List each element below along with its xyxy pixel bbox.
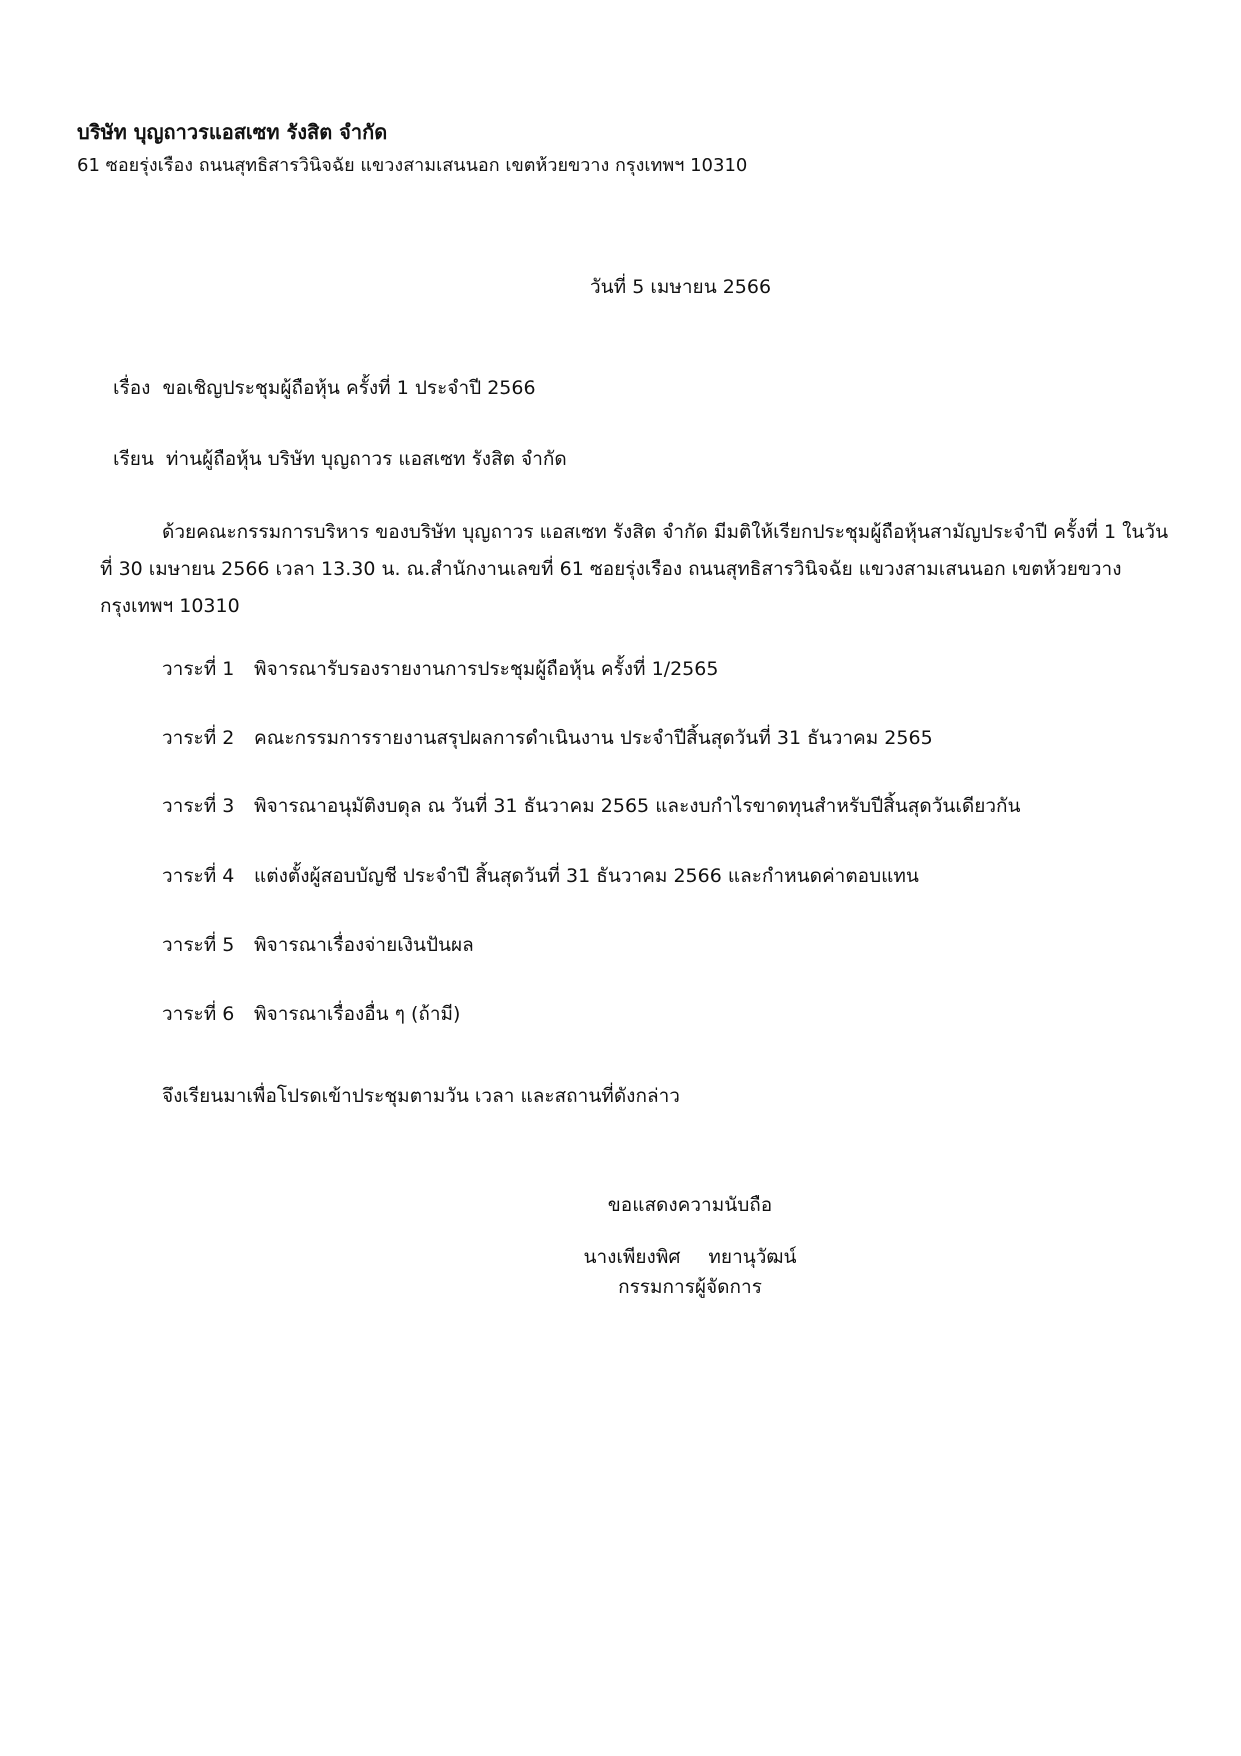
agenda-text: แต่งตั้งผู้สอบบัญชี ประจำปี สิ้นสุดวันที่ 31 ธันวาคม 2566 และกำหนดค่าตอบแทน bbox=[254, 865, 919, 887]
invitation-paragraph: ด้วยคณะกรรมการบริหาร ของบริษัท บุญถาวร แอสเซท รังสิต จำกัด มีมติให้เรียกประชุมผู้ถือหุ้นสามัญประจำปี ครั้งที่ 1 ในวันที่ 30 เมษายน 2566 เวลา 13.30 น. ณ.สำนักงานเลขที่ 61 ซอยรุ่งเรือง ถนนสุทธิสารวินิจฉัย แขวงสามเสนนอก เขตห้วยขวาง กรุงเทพฯ 10310 bbox=[100, 521, 1169, 617]
recipient-text: ท่านผู้ถือหุ้น บริษัท บุญถาวร แอสเซท รังสิต จำกัด bbox=[165, 448, 567, 470]
agenda-label: วาระที่ 3 bbox=[162, 795, 235, 817]
signer-name bbox=[540, 1242, 840, 1272]
agenda-label: วาระที่ 4 bbox=[162, 865, 235, 887]
agenda-label: วาระที่ 6 bbox=[162, 1003, 235, 1025]
agenda-text: พิจารณาเรื่องจ่ายเงินปันผล bbox=[254, 934, 474, 956]
signer-first-name: นางเพียงพิศ bbox=[583, 1246, 681, 1268]
agenda-item-4 bbox=[162, 861, 919, 891]
agenda-text: คณะกรรมการรายงานสรุปผลการดำเนินงาน ประจำปีสิ้นสุดวันที่ 31 ธันวาคม 2565 bbox=[254, 727, 933, 749]
signer-last-name: ทยานุวัฒน์ bbox=[708, 1246, 797, 1268]
agenda-item-3 bbox=[162, 791, 1021, 821]
agenda-text: พิจารณาอนุมัติงบดุล ณ วันที่ 31 ธันวาคม 2565 และงบกำไรขาดทุนสำหรับปีสิ้นสุดวันเดียวกัน bbox=[254, 795, 1021, 817]
letter-date: วันที่ 5 เมษายน 2566 bbox=[590, 276, 772, 298]
agenda-item-6 bbox=[162, 999, 460, 1029]
company-address: 61 ซอยรุ่งเรือง ถนนสุทธิสารวินิจฉัย แขวงสามเสนนอก เขตห้วยขวาง กรุงเทพฯ 10310 bbox=[77, 155, 748, 176]
subject-label: เรื่อง bbox=[113, 377, 151, 399]
company-name: บริษัท บุญถาวรแอสเซท รังสิต จำกัด bbox=[77, 120, 388, 144]
agenda-item-2 bbox=[162, 723, 933, 753]
signer-title: กรรมการผู้จัดการ bbox=[618, 1276, 762, 1298]
agenda-label: วาระที่ 2 bbox=[162, 727, 235, 749]
subject-text: ขอเชิญประชุมผู้ถือหุ้น ครั้งที่ 1 ประจำปี 2566 bbox=[162, 377, 536, 399]
agenda-item-1 bbox=[162, 654, 718, 684]
recipient-line bbox=[113, 444, 567, 474]
agenda-label: วาระที่ 5 bbox=[162, 934, 235, 956]
agenda-text: พิจารณาเรื่องอื่น ๆ (ถ้ามี) bbox=[254, 1003, 461, 1025]
recipient-label: เรียน bbox=[113, 448, 154, 470]
agenda-label: วาระที่ 1 bbox=[162, 658, 235, 680]
subject-line bbox=[113, 373, 536, 403]
signoff-block bbox=[540, 1190, 840, 1302]
agenda-item-5 bbox=[162, 930, 474, 960]
closing-line: จึงเรียนมาเพื่อโปรดเข้าประชุมตามวัน เวลา และสถานที่ดังกล่าว bbox=[162, 1085, 680, 1107]
regards-text: ขอแสดงความนับถือ bbox=[607, 1194, 773, 1216]
agenda-text: พิจารณารับรองรายงานการประชุมผู้ถือหุ้น ครั้งที่ 1/2565 bbox=[254, 658, 719, 680]
